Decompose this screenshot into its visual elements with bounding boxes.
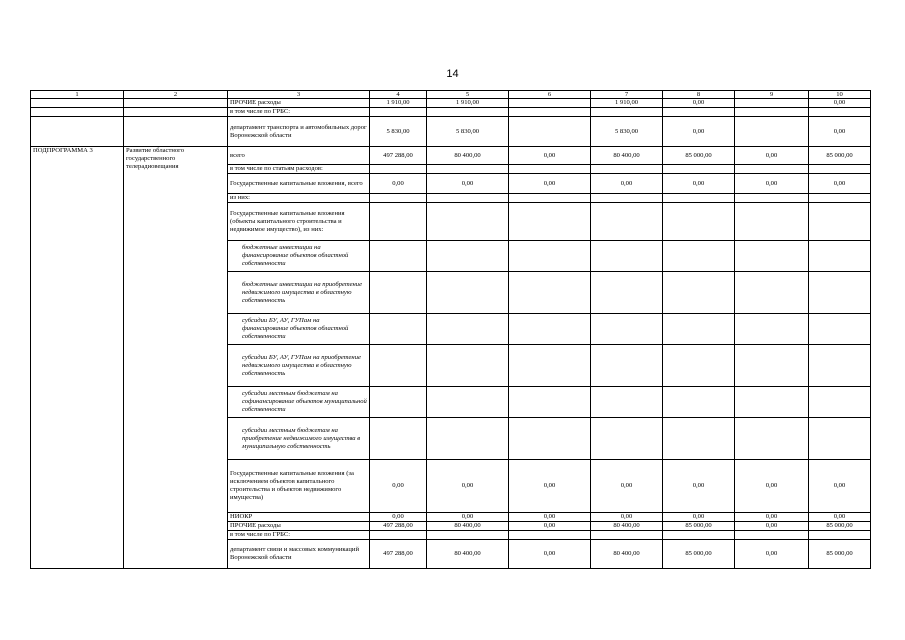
value-cell-col6 — [509, 194, 591, 203]
table-body — [31, 91, 871, 569]
row-label: Государственные капитальные вложения (объекты капитального строительства и недвижимое имущество), из них: — [228, 203, 370, 241]
value-cell-col9 — [735, 165, 809, 174]
value-cell-col5 — [427, 241, 509, 272]
value-cell-col9 — [735, 387, 809, 418]
value-cell-col9: 0,00 — [735, 522, 809, 531]
value-cell-col8: 85 000,00 — [663, 147, 735, 165]
value-cell-col4 — [370, 531, 427, 540]
value-cell-col7 — [591, 108, 663, 117]
value-cell-col5: 80 400,00 — [427, 147, 509, 165]
value-cell-col6 — [509, 345, 591, 387]
value-cell-col5 — [427, 345, 509, 387]
value-cell-col7 — [591, 272, 663, 314]
row-label: в том числе по ГРБС: — [228, 531, 370, 540]
value-cell-col5: 80 400,00 — [427, 540, 509, 569]
value-cell-col6 — [509, 272, 591, 314]
row-label: Государственные капитальные вложения, всего — [228, 174, 370, 194]
row-label: субсидии БУ, АУ, ГУПам на приобретение недвижимого имущества в областную собственность — [228, 345, 370, 387]
table-row — [31, 99, 871, 108]
row-label: из них: — [228, 194, 370, 203]
row-label: всего — [228, 147, 370, 165]
row-label: ПРОЧИЕ расходы — [228, 99, 370, 108]
value-cell-col9: 0,00 — [735, 460, 809, 513]
value-cell-col7 — [591, 241, 663, 272]
value-cell-col9 — [735, 194, 809, 203]
value-cell-col9: 0,00 — [735, 174, 809, 194]
value-cell-col4: 497 288,00 — [370, 147, 427, 165]
value-cell-col10 — [809, 345, 871, 387]
value-cell-col7 — [591, 387, 663, 418]
value-cell-col8: 0,00 — [663, 513, 735, 522]
value-cell-col4 — [370, 387, 427, 418]
column-header-2: 2 — [124, 91, 228, 99]
value-cell-col4 — [370, 418, 427, 460]
value-cell-col5 — [427, 203, 509, 241]
value-cell-col6 — [509, 203, 591, 241]
value-cell-col6: 0,00 — [509, 147, 591, 165]
row-label: в том числе по статьям расходов: — [228, 165, 370, 174]
value-cell-col6 — [509, 418, 591, 460]
col1-cell — [31, 108, 124, 117]
value-cell-col8: 0,00 — [663, 99, 735, 108]
value-cell-col7 — [591, 194, 663, 203]
value-cell-col6 — [509, 165, 591, 174]
row-label: субсидии БУ, АУ, ГУПам на финансирование объектов областной собственности — [228, 314, 370, 345]
page-number: 14 — [446, 68, 459, 80]
row-label: бюджетные инвестиции на приобретение недвижимого имущества в областную собственность — [228, 272, 370, 314]
value-cell-col7 — [591, 345, 663, 387]
value-cell-col10 — [809, 314, 871, 345]
value-cell-col5: 80 400,00 — [427, 522, 509, 531]
col1-cell — [31, 117, 124, 147]
value-cell-col10: 85 000,00 — [809, 522, 871, 531]
row-label: субсидии местным бюджетам на приобретение недвижимого имущества в муниципальную собственность — [228, 418, 370, 460]
value-cell-col6: 0,00 — [509, 540, 591, 569]
row-label: бюджетные инвестиции на финансирование объектов областной собственности — [228, 241, 370, 272]
value-cell-col9 — [735, 241, 809, 272]
value-cell-col8 — [663, 345, 735, 387]
value-cell-col5: 0,00 — [427, 513, 509, 522]
header-row — [31, 91, 871, 99]
value-cell-col8: 85 000,00 — [663, 540, 735, 569]
value-cell-col5 — [427, 314, 509, 345]
value-cell-col8 — [663, 314, 735, 345]
value-cell-col5 — [427, 194, 509, 203]
value-cell-col5 — [427, 165, 509, 174]
value-cell-col5: 1 910,00 — [427, 99, 509, 108]
col1-cell — [31, 99, 124, 108]
value-cell-col10: 0,00 — [809, 513, 871, 522]
value-cell-col10: 0,00 — [809, 117, 871, 147]
column-header-5: 5 — [427, 91, 509, 99]
row-label: НИОКР — [228, 513, 370, 522]
value-cell-col6 — [509, 117, 591, 147]
value-cell-col4: 1 910,00 — [370, 99, 427, 108]
value-cell-col9 — [735, 531, 809, 540]
value-cell-col5 — [427, 272, 509, 314]
value-cell-col10: 0,00 — [809, 99, 871, 108]
value-cell-col8 — [663, 531, 735, 540]
value-cell-col9 — [735, 272, 809, 314]
column-header-3: 3 — [228, 91, 370, 99]
value-cell-col7: 0,00 — [591, 513, 663, 522]
value-cell-col6 — [509, 99, 591, 108]
value-cell-col8: 0,00 — [663, 174, 735, 194]
row-label: в том числе по ГРБС: — [228, 108, 370, 117]
value-cell-col6 — [509, 241, 591, 272]
value-cell-col8 — [663, 387, 735, 418]
value-cell-col9 — [735, 314, 809, 345]
value-cell-col4 — [370, 194, 427, 203]
value-cell-col10 — [809, 203, 871, 241]
value-cell-col6: 0,00 — [509, 522, 591, 531]
value-cell-col9 — [735, 99, 809, 108]
value-cell-col9 — [735, 418, 809, 460]
value-cell-col4 — [370, 314, 427, 345]
value-cell-col8 — [663, 418, 735, 460]
column-header-4: 4 — [370, 91, 427, 99]
value-cell-col8 — [663, 194, 735, 203]
value-cell-col10 — [809, 387, 871, 418]
value-cell-col4 — [370, 345, 427, 387]
table-row — [31, 147, 871, 165]
value-cell-col7: 0,00 — [591, 174, 663, 194]
value-cell-col4: 497 288,00 — [370, 540, 427, 569]
value-cell-col4: 0,00 — [370, 513, 427, 522]
value-cell-col9: 0,00 — [735, 147, 809, 165]
value-cell-col5: 5 830,00 — [427, 117, 509, 147]
value-cell-col8 — [663, 165, 735, 174]
value-cell-col5: 0,00 — [427, 174, 509, 194]
value-cell-col10 — [809, 194, 871, 203]
value-cell-col6 — [509, 387, 591, 418]
value-cell-col9 — [735, 117, 809, 147]
value-cell-col10 — [809, 418, 871, 460]
column-header-8: 8 — [663, 91, 735, 99]
subprogram-code: ПОДПРОГРАММА 3 — [31, 147, 124, 569]
value-cell-col9 — [735, 203, 809, 241]
value-cell-col4: 497 288,00 — [370, 522, 427, 531]
column-header-1: 1 — [31, 91, 124, 99]
col2-cell — [124, 117, 228, 147]
table-row — [31, 108, 871, 117]
value-cell-col7: 1 910,00 — [591, 99, 663, 108]
subprogram-name: Развитие областного государственного телерадиовещания — [124, 147, 228, 569]
value-cell-col8: 0,00 — [663, 460, 735, 513]
value-cell-col7: 80 400,00 — [591, 522, 663, 531]
value-cell-col5 — [427, 387, 509, 418]
column-header-6: 6 — [509, 91, 591, 99]
value-cell-col7 — [591, 418, 663, 460]
column-header-9: 9 — [735, 91, 809, 99]
value-cell-col10 — [809, 108, 871, 117]
value-cell-col8 — [663, 241, 735, 272]
value-cell-col9 — [735, 345, 809, 387]
value-cell-col4 — [370, 241, 427, 272]
value-cell-col8 — [663, 272, 735, 314]
value-cell-col10 — [809, 241, 871, 272]
value-cell-col6 — [509, 314, 591, 345]
row-label: Государственные капитальные вложения (за исключением объектов капитального строительства и объектов недвижимого имущества) — [228, 460, 370, 513]
value-cell-col6: 0,00 — [509, 513, 591, 522]
value-cell-col4: 0,00 — [370, 460, 427, 513]
value-cell-col6 — [509, 108, 591, 117]
value-cell-col6: 0,00 — [509, 460, 591, 513]
value-cell-col4 — [370, 272, 427, 314]
value-cell-col6 — [509, 531, 591, 540]
value-cell-col5 — [427, 531, 509, 540]
value-cell-col10 — [809, 531, 871, 540]
value-cell-col8 — [663, 108, 735, 117]
value-cell-col7 — [591, 531, 663, 540]
value-cell-col5 — [427, 418, 509, 460]
value-cell-col7 — [591, 165, 663, 174]
row-label: субсидии местным бюджетам на софинансирование объектов муниципальной собственности — [228, 387, 370, 418]
value-cell-col8: 85 000,00 — [663, 522, 735, 531]
value-cell-col7: 0,00 — [591, 460, 663, 513]
value-cell-col7: 80 400,00 — [591, 540, 663, 569]
value-cell-col10: 85 000,00 — [809, 147, 871, 165]
value-cell-col5 — [427, 108, 509, 117]
value-cell-col10 — [809, 165, 871, 174]
value-cell-col4: 0,00 — [370, 174, 427, 194]
value-cell-col9 — [735, 108, 809, 117]
value-cell-col9: 0,00 — [735, 513, 809, 522]
value-cell-col7: 80 400,00 — [591, 147, 663, 165]
col2-cell — [124, 99, 228, 108]
value-cell-col5: 0,00 — [427, 460, 509, 513]
table-row — [31, 117, 871, 147]
value-cell-col4 — [370, 203, 427, 241]
row-label: департамент транспорта и автомобильных дорог Воронежской области — [228, 117, 370, 147]
value-cell-col4: 5 830,00 — [370, 117, 427, 147]
value-cell-col10: 0,00 — [809, 174, 871, 194]
value-cell-col7 — [591, 203, 663, 241]
value-cell-col9: 0,00 — [735, 540, 809, 569]
value-cell-col4 — [370, 165, 427, 174]
value-cell-col10 — [809, 272, 871, 314]
value-cell-col8 — [663, 203, 735, 241]
column-header-7: 7 — [591, 91, 663, 99]
value-cell-col7 — [591, 314, 663, 345]
row-label: ПРОЧИЕ расходы — [228, 522, 370, 531]
value-cell-col6: 0,00 — [509, 174, 591, 194]
value-cell-col4 — [370, 108, 427, 117]
value-cell-col7: 5 830,00 — [591, 117, 663, 147]
value-cell-col10: 85 000,00 — [809, 540, 871, 569]
value-cell-col10: 0,00 — [809, 460, 871, 513]
budget-table — [30, 90, 871, 569]
row-label: департамент связи и массовых коммуникаций Воронежской области — [228, 540, 370, 569]
value-cell-col8: 0,00 — [663, 117, 735, 147]
col2-cell — [124, 108, 228, 117]
column-header-10: 10 — [809, 91, 871, 99]
